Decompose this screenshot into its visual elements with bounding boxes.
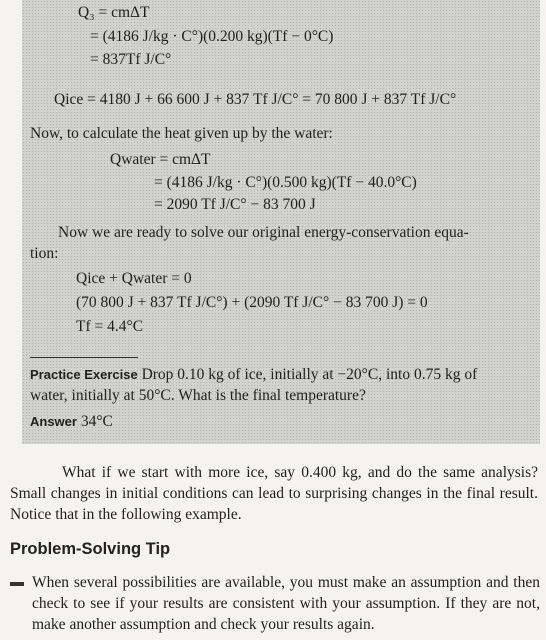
worked-example-box: [22, 0, 540, 444]
answer-value: 34°C: [80, 413, 113, 430]
conservation-intro-line-1: Now we are ready to solve our original energy-conservation equa-: [58, 224, 469, 241]
practice-divider: [30, 357, 138, 358]
practice-exercise-line-1: [30, 366, 477, 384]
balance-equation-1: Qice + Qwater = 0: [76, 270, 192, 287]
practice-exercise-text: Drop 0.10 kg of ice, initially at −20°C, into 0.75 kg of: [141, 366, 478, 383]
practice-exercise-label: Practice Exercise: [30, 367, 138, 382]
q3-line-1: Q₃ = cmΔT: [78, 4, 150, 21]
qwater-line-3: = 2090 Tf J/C° − 83 700 J: [154, 196, 316, 213]
water-heat-intro: Now, to calculate the heat given up by the water:: [30, 125, 333, 142]
qice-equation: Qice = 4180 J + 66 600 J + 837 Tf J/C° = 70 800 J + 837 Tf J/C°: [54, 91, 457, 108]
practice-exercise-line-2: water, initially at 50°C. What is the final temperature?: [30, 387, 366, 404]
q3-line-2: = (4186 J/kg · C°)(0.200 kg)(Tf − 0°C): [90, 28, 334, 45]
q3-line-3: = 837Tf J/C°: [90, 51, 172, 68]
bullet-dash-icon: [10, 582, 24, 586]
qwater-line-2: = (4186 J/kg · C°)(0.500 kg)(Tf − 40.0°C): [154, 174, 417, 191]
answer-label: Answer: [30, 414, 77, 429]
conservation-intro-line-2: tion:: [30, 245, 59, 262]
balance-equation-2: (70 800 J + 837 Tf J/C°) + (2090 Tf J/C° − 83 700 J) = 0: [76, 294, 428, 311]
qwater-line-1: Qwater = cmΔT: [110, 151, 211, 168]
tip-text: When several possibilities are available, you must make an assumption and then check to see if your results are consistent with your assumption. If they are not, make another assumption and check your results again.: [32, 574, 540, 633]
tip-heading: Problem-Solving Tip: [10, 540, 171, 558]
final-temperature: Tf = 4.4°C: [76, 318, 144, 335]
answer-line: [30, 413, 113, 431]
body-paragraph: What if we start with more ice, say 0.400 kg, and do the same analysis? Small changes in initial conditions can lead to surprising changes in the final result. Notice that in the following example.: [10, 464, 538, 523]
